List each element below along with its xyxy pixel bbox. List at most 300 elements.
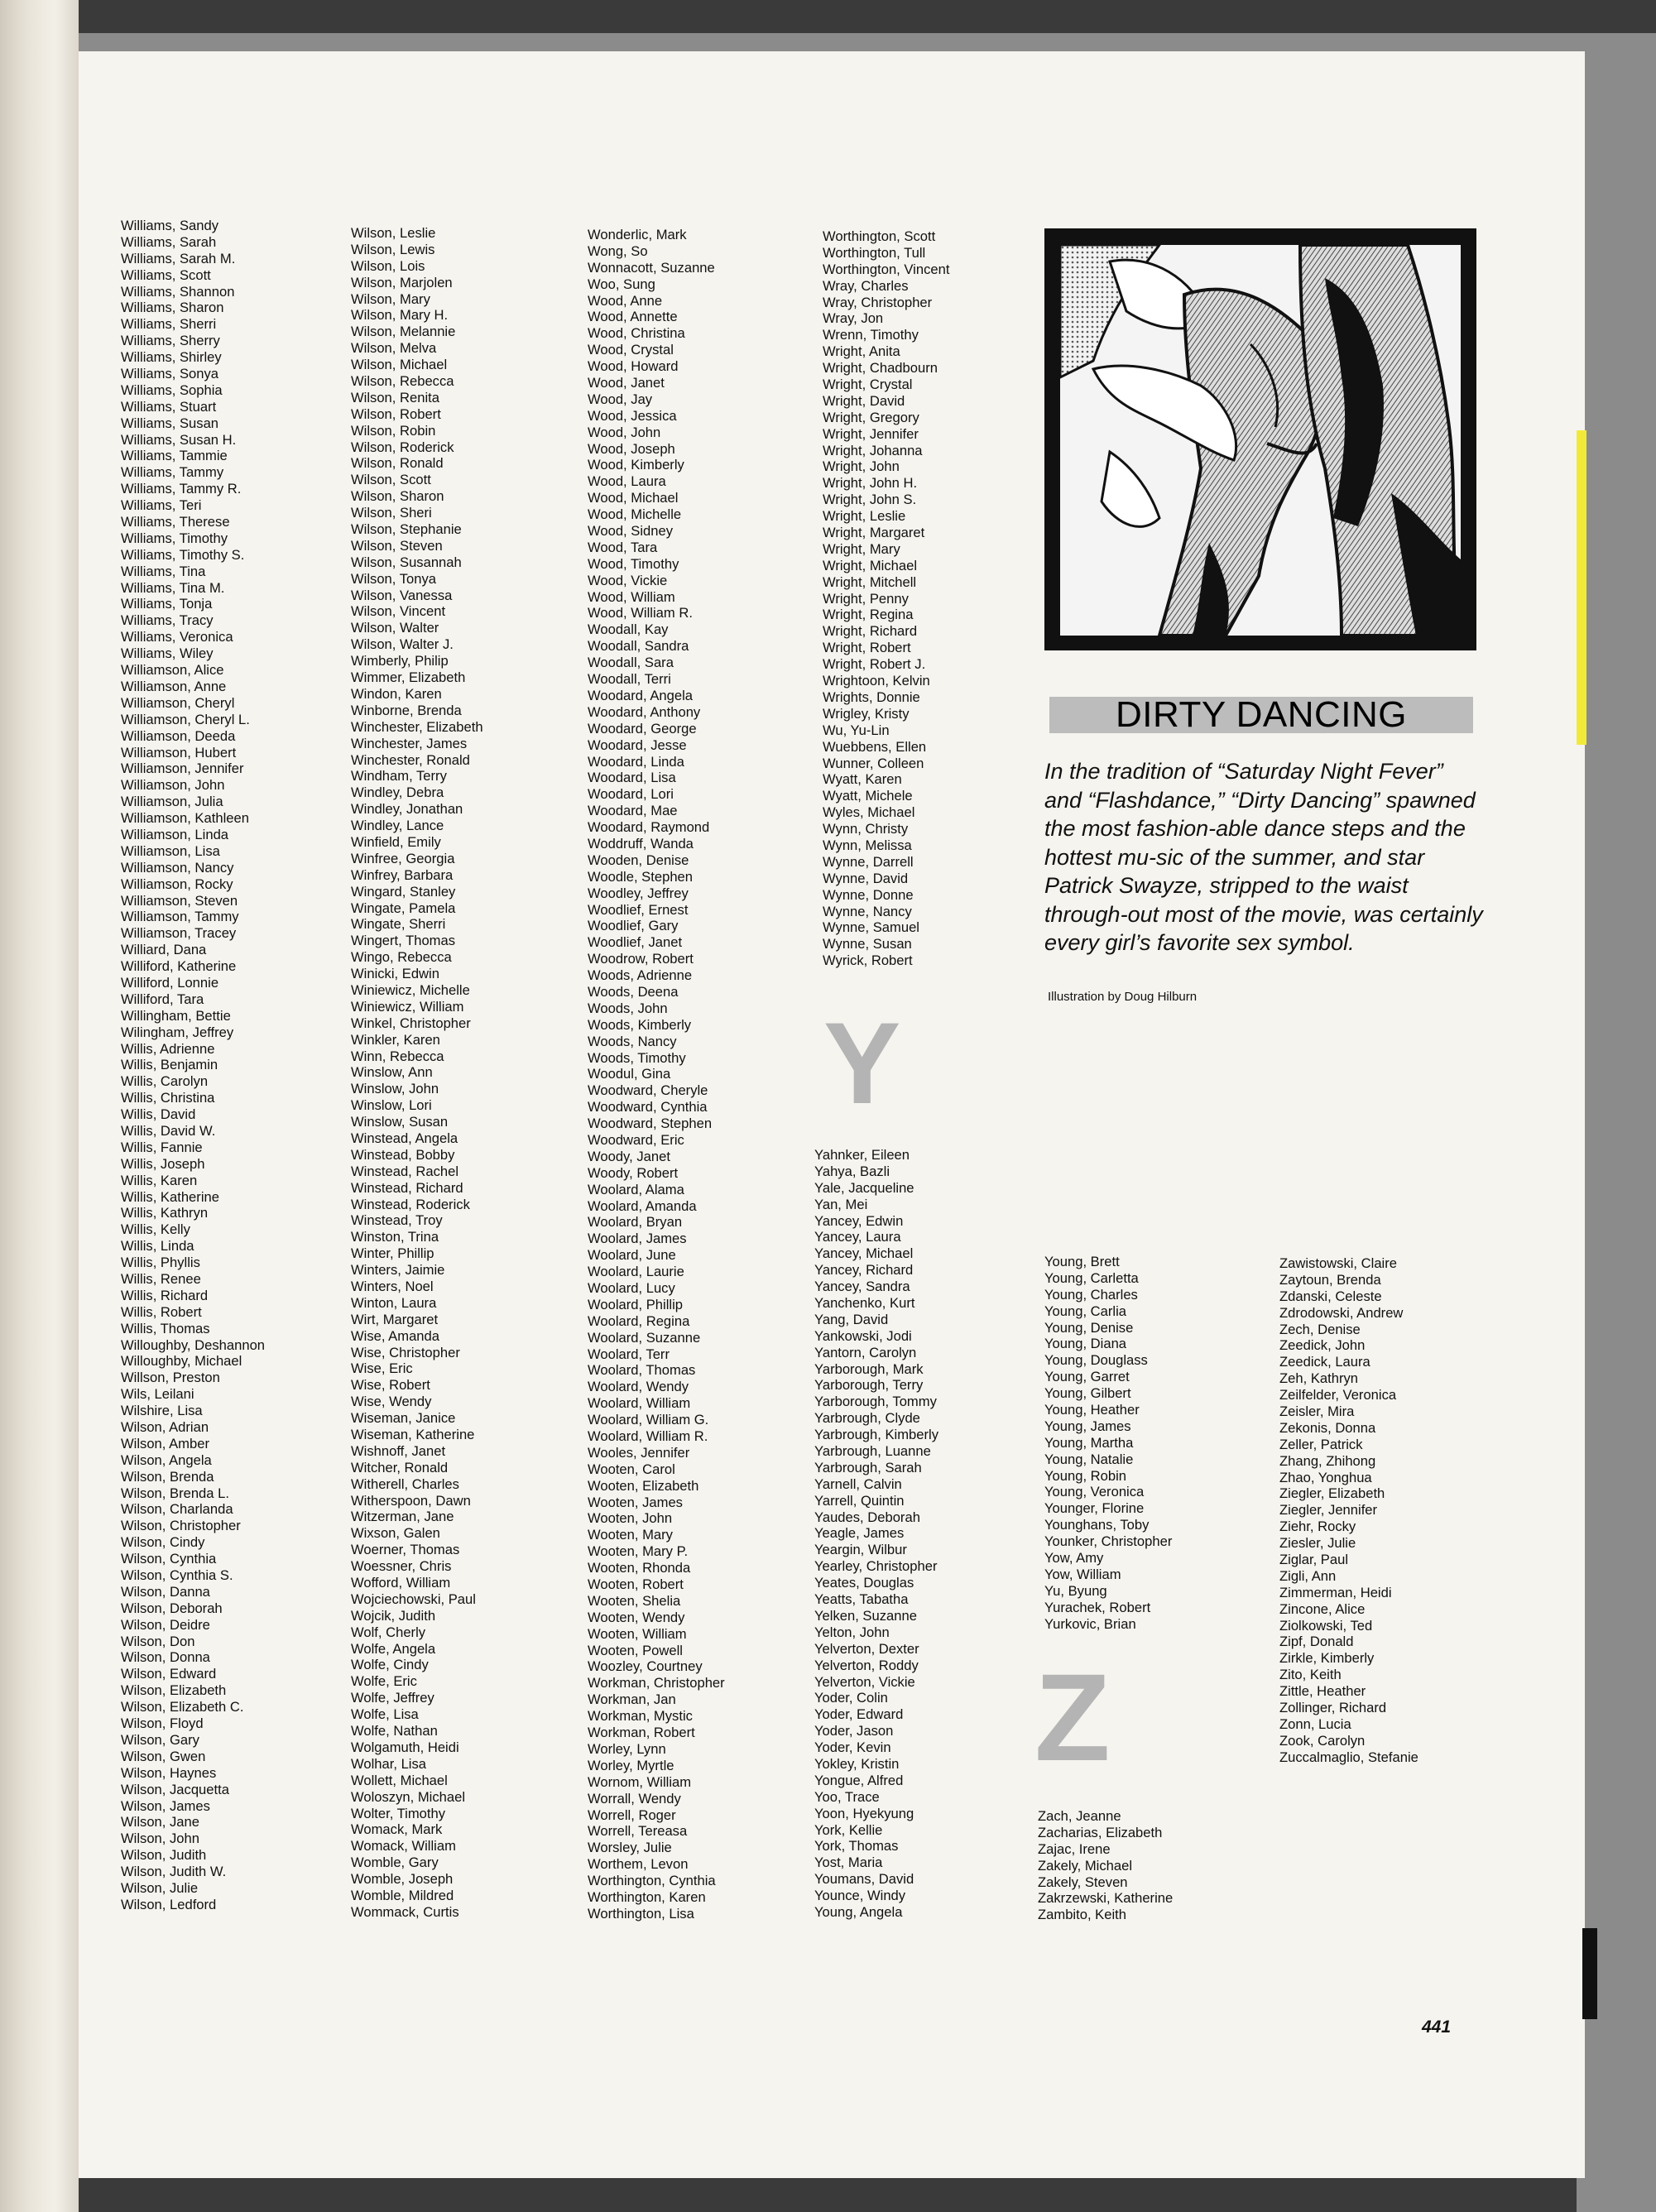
name-entry: Winstead, Richard	[351, 1179, 463, 1196]
name-entry: Wilson, Tonya	[351, 570, 436, 587]
name-entry: Williamson, John	[121, 777, 225, 794]
name-entry: Wright, Margaret	[823, 525, 925, 541]
name-entry: Winstead, Angela	[351, 1130, 458, 1146]
name-column-6	[1279, 1255, 1519, 1766]
name-entry: Young, Charles	[1044, 1286, 1138, 1303]
name-entry: Woolard, William R.	[588, 1428, 708, 1445]
name-entry: Wood, Michelle	[588, 506, 682, 523]
name-entry: Wonderlic, Mark	[588, 227, 687, 242]
name-entry: Wooten, Rhonda	[588, 1560, 691, 1576]
name-entry: Zigli, Ann	[1279, 1567, 1337, 1584]
name-entry: Wood, Janet	[588, 375, 665, 391]
sidebar-caption: In the tradition of “Saturday Night Fever” and “Flashdance,” “Dirty Dancing” spawned the most fashion-able dance steps and the hottest mu-sic of the summer, and star Patrick Swayze, stripped to the waist through-out most of the movie, was certainly every girl’s favorite sex symbol.	[1044, 759, 1483, 955]
name-entry: Zito, Keith	[1279, 1667, 1342, 1683]
section-letter-y: Y	[823, 998, 901, 1128]
name-entry: Wommack, Curtis	[351, 1903, 459, 1920]
name-entry: Willis, Fannie	[121, 1139, 203, 1155]
name-entry: Yancey, Laura	[814, 1229, 901, 1245]
name-entry: Younghans, Toby	[1044, 1517, 1150, 1533]
name-entry: Williamson, Alice	[121, 662, 224, 679]
name-entry: York, Thomas	[814, 1838, 899, 1855]
name-entry: Winslow, Ann	[351, 1064, 433, 1081]
name-entry: Wooten, John	[588, 1510, 673, 1527]
name-entry: Young, Garret	[1044, 1369, 1130, 1385]
name-entry: Wilson, Melva	[351, 340, 437, 357]
name-entry: Wilson, Walter J.	[351, 636, 454, 653]
name-entry: Wong, So	[588, 242, 648, 259]
name-entry: Wojcik, Judith	[351, 1607, 436, 1624]
cover-edge-right	[1577, 33, 1656, 2212]
name-entry: Williams, Tammy	[121, 464, 224, 481]
name-entry: Younce, Windy	[814, 1888, 906, 1904]
name-entry: Winn, Rebecca	[351, 1048, 444, 1064]
name-entry: Woodard, George	[588, 720, 697, 737]
name-entry: Woody, Janet	[588, 1148, 670, 1164]
name-entry: Wrights, Donnie	[823, 689, 920, 705]
name-entry: Yantorn, Carolyn	[814, 1344, 917, 1360]
left-page-edge	[0, 0, 79, 2212]
name-entry: Williams, Tina M.	[121, 579, 225, 596]
name-entry: Zincone, Alice	[1279, 1600, 1366, 1617]
name-entry: Williamson, Jennifer	[121, 761, 244, 777]
name-entry: Wyatt, Michele	[823, 788, 913, 804]
name-entry: Woodall, Sara	[588, 655, 674, 671]
name-entry: Zhang, Zhihong	[1279, 1452, 1376, 1469]
name-entry: Yongue, Alfred	[814, 1772, 904, 1788]
name-entry: Woolard, Regina	[588, 1312, 690, 1329]
name-entry: Yurachek, Robert	[1044, 1599, 1151, 1615]
name-entry: Young, Brett	[1044, 1254, 1120, 1269]
name-entry: Wilson, Leslie	[351, 225, 436, 241]
name-entry: Wilson, Haynes	[121, 1764, 217, 1781]
name-entry: Wright, Mary	[823, 540, 900, 557]
name-entry: Winstead, Bobby	[351, 1146, 455, 1163]
name-entry: Young, Carletta	[1044, 1269, 1139, 1286]
name-entry: Woodlief, Ernest	[588, 901, 689, 918]
name-entry: Wilson, Jane	[121, 1814, 199, 1831]
name-entry: Wright, Regina	[823, 607, 914, 623]
name-entry: Woodard, Lisa	[588, 770, 676, 786]
name-entry: Williamson, Linda	[121, 826, 229, 842]
name-entry: Wilson, Edward	[121, 1666, 217, 1682]
name-entry: Williams, Sonya	[121, 366, 219, 382]
name-entry: Wilson, Cynthia S.	[121, 1567, 233, 1584]
name-entry: Williams, Sophia	[121, 381, 223, 398]
name-entry: Yoo, Trace	[814, 1788, 880, 1805]
name-entry: Willis, Joseph	[121, 1155, 205, 1172]
name-entry: Wrigley, Kristy	[823, 705, 910, 722]
name-entry: Wolfe, Lisa	[351, 1706, 419, 1723]
name-entry: Willis, Phyllis	[121, 1255, 200, 1271]
name-entry: Zacharias, Elizabeth	[1038, 1824, 1163, 1840]
name-entry: Williams, Sandy	[121, 218, 219, 233]
name-entry: Wynne, Darrell	[823, 853, 914, 870]
name-entry: Wood, Timothy	[588, 555, 679, 572]
name-entry: Wolfe, Nathan	[351, 1723, 438, 1739]
name-entry: Williamson, Hubert	[121, 744, 237, 761]
name-entry: Wojciechowski, Paul	[351, 1591, 476, 1607]
name-entry: Woods, John	[588, 1000, 668, 1016]
name-entry: Zimmerman, Heidi	[1279, 1584, 1392, 1600]
name-entry: Wilson, Marjolen	[351, 274, 453, 290]
name-entry: Yarnell, Calvin	[814, 1475, 902, 1492]
name-entry: Yancey, Edwin	[814, 1212, 904, 1229]
name-entry: Yelverton, Roddy	[814, 1657, 919, 1673]
name-entry: Willis, Richard	[121, 1287, 209, 1303]
name-entry: Younger, Florine	[1044, 1500, 1145, 1517]
name-entry: Windon, Karen	[351, 685, 442, 702]
name-entry: Wooten, James	[588, 1494, 683, 1510]
name-entry: Winstead, Troy	[351, 1212, 443, 1229]
name-entry: Wilson, Lois	[351, 257, 425, 274]
name-entry: Wilson, Jacquetta	[121, 1781, 229, 1797]
name-entry: Williams, Tammie	[121, 448, 228, 464]
name-entry: Wirt, Margaret	[351, 1311, 439, 1327]
name-entry: Woerner, Thomas	[351, 1542, 460, 1558]
name-entry: Workman, Christopher	[588, 1675, 725, 1691]
name-entry: Zaytoun, Brenda	[1279, 1271, 1381, 1288]
name-entry: Williford, Lonnie	[121, 974, 219, 991]
name-entry: Young, Heather	[1044, 1402, 1140, 1418]
name-entry: Wilson, Elizabeth C.	[121, 1699, 244, 1715]
name-entry: Wright, David	[823, 392, 905, 409]
name-entry: York, Kellie	[814, 1821, 883, 1838]
name-entry: Wilson, Cindy	[121, 1534, 205, 1551]
name-entry: Williams, Tracy	[121, 612, 214, 629]
name-entry: Worthington, Vincent	[823, 261, 950, 277]
name-entry: Willis, Katherine	[121, 1188, 219, 1205]
name-entry: Winslow, John	[351, 1081, 439, 1097]
name-entry: Yow, Amy	[1044, 1550, 1104, 1567]
name-entry: Williams, Stuart	[121, 398, 217, 415]
name-entry: Wilson, Lewis	[351, 241, 435, 257]
name-entry: Young, Diana	[1044, 1336, 1127, 1352]
name-entry: Woolard, Bryan	[588, 1214, 683, 1231]
name-entry: Wilson, Sharon	[351, 488, 444, 505]
name-entry: Yankowski, Jodi	[814, 1327, 912, 1344]
name-entry: Wornom, William	[588, 1773, 692, 1790]
name-entry: Williamson, Kathleen	[121, 810, 249, 827]
name-entry: Wu, Yu-Lin	[823, 722, 890, 738]
name-entry: Wunner, Colleen	[823, 755, 924, 771]
name-entry: Worrall, Wendy	[588, 1790, 681, 1807]
name-entry: Younker, Christopher	[1044, 1533, 1173, 1550]
name-entry: Wood, William R.	[588, 605, 693, 621]
name-entry: Wolfe, Jeffrey	[351, 1690, 434, 1706]
name-entry: Yang, David	[814, 1311, 889, 1327]
name-entry: Wilson, Julie	[121, 1879, 199, 1896]
name-entry: Winkler, Karen	[351, 1031, 440, 1048]
name-entry: Wingert, Thomas	[351, 933, 456, 949]
name-entry: Zambito, Keith	[1038, 1907, 1126, 1923]
name-entry: Womble, Mildred	[351, 1887, 454, 1903]
name-entry: Yaudes, Deborah	[814, 1509, 920, 1525]
name-entry: Yan, Mei	[814, 1196, 868, 1212]
name-entry: Wilson, Renita	[351, 389, 439, 405]
name-entry: Worthington, Lisa	[588, 1905, 694, 1922]
name-entry: Woolard, Lucy	[588, 1280, 675, 1296]
name-entry: Young, Natalie	[1044, 1451, 1134, 1467]
name-entry: Wilson, Adrian	[121, 1419, 209, 1436]
name-entry: Yanchenko, Kurt	[814, 1295, 915, 1312]
name-entry: Wilson, Michael	[351, 357, 448, 373]
name-entry: Woolard, Phillip	[588, 1296, 683, 1312]
name-entry: Wise, Amanda	[351, 1327, 439, 1344]
name-entry: Wise, Robert	[351, 1377, 430, 1394]
name-entry: Woodward, Stephen	[588, 1116, 713, 1132]
name-entry: Williams, Shirley	[121, 349, 222, 366]
name-entry: Wolfe, Cindy	[351, 1657, 429, 1673]
name-entry: Winton, Laura	[351, 1294, 437, 1311]
name-entry: Winters, Noel	[351, 1279, 434, 1294]
name-entry: Wynne, David	[823, 870, 909, 886]
name-entry: Williams, Tammy R.	[121, 481, 242, 497]
name-entry: Yeargin, Wilbur	[814, 1542, 907, 1558]
name-column-5	[1044, 1254, 1284, 1632]
name-entry: Womack, Mark	[351, 1821, 443, 1838]
name-entry: Woolard, William G.	[588, 1412, 709, 1428]
name-entry: Zekonis, Donna	[1279, 1419, 1376, 1436]
name-entry: Wuebbens, Ellen	[823, 738, 927, 755]
name-entry: Winiewicz, Michelle	[351, 981, 470, 998]
name-entry: Woodward, Cheryle	[588, 1082, 708, 1099]
name-entry: Williams, Teri	[121, 497, 202, 514]
name-entry: Willis, Linda	[121, 1238, 194, 1255]
name-entry: Williams, Sherri	[121, 316, 217, 333]
name-entry: Wilson, Brenda L.	[121, 1485, 229, 1501]
name-entry: Wilson, Vincent	[351, 603, 446, 620]
name-entry: Woodard, Anthony	[588, 703, 701, 720]
name-entry: Woodard, Raymond	[588, 819, 710, 836]
name-entry: Wynn, Christy	[823, 821, 909, 837]
name-entry: Wooles, Jennifer	[588, 1444, 690, 1461]
name-entry: Zajac, Irene	[1038, 1840, 1111, 1857]
name-entry: Wilingham, Jeffrey	[121, 1024, 234, 1040]
name-entry: Williford, Katherine	[121, 958, 237, 975]
name-entry: Wooten, Carol	[588, 1461, 675, 1477]
name-entry: Woodul, Gina	[588, 1066, 671, 1082]
dancers-illustration	[1060, 245, 1461, 636]
name-entry: Worthington, Scott	[823, 228, 936, 244]
name-entry: Winter, Phillip	[351, 1245, 434, 1262]
name-entry: Wooten, William	[588, 1625, 687, 1642]
name-entry: Wingo, Rebecca	[351, 949, 452, 966]
name-entry: Young, Denise	[1044, 1319, 1134, 1336]
name-entry: Wolfe, Angela	[351, 1640, 436, 1657]
name-entry: Yoon, Hyekyung	[814, 1805, 914, 1821]
name-entry: Wils, Leilani	[121, 1386, 194, 1403]
name-entry: Wooten, Powell	[588, 1642, 683, 1658]
name-entry: Worthington, Cynthia	[588, 1873, 716, 1889]
name-entry: Wynne, Nancy	[823, 903, 912, 919]
name-entry: Willis, Thomas	[121, 1320, 210, 1336]
name-entry: Willoughby, Michael	[121, 1353, 242, 1370]
name-entry: Zeisler, Mira	[1279, 1403, 1355, 1420]
name-entry: Williamson, Lisa	[121, 842, 220, 859]
name-entry: Wright, Gregory	[823, 409, 919, 425]
name-entry: Yelverton, Vickie	[814, 1673, 915, 1690]
name-entry: Wilson, Melannie	[351, 324, 456, 340]
name-entry: Wilson, Donna	[121, 1649, 210, 1666]
name-entry: Ziesler, Julie	[1279, 1535, 1356, 1552]
name-entry: Young, Robin	[1044, 1467, 1127, 1484]
name-entry: Yarborough, Terry	[814, 1377, 924, 1394]
name-entry: Zakely, Michael	[1038, 1857, 1133, 1874]
name-entry: Wood, William	[588, 588, 675, 605]
name-entry: Wyrick, Robert	[823, 952, 913, 969]
name-entry: Yeatts, Tabatha	[814, 1591, 909, 1608]
name-entry: Woodall, Kay	[588, 621, 669, 638]
name-entry: Worley, Myrtle	[588, 1757, 674, 1773]
name-entry: Workman, Mystic	[588, 1708, 693, 1725]
name-entry: Yancey, Michael	[814, 1245, 914, 1262]
name-entry: Winfrey, Barbara	[351, 866, 454, 883]
name-column-3	[588, 227, 828, 1922]
name-entry: Willis, Renee	[121, 1271, 201, 1287]
name-entry: Woodle, Stephen	[588, 868, 694, 885]
name-entry: Youmans, David	[814, 1871, 914, 1888]
name-entry: Wilson, Robin	[351, 422, 436, 439]
name-entry: Wilson, Ronald	[351, 455, 444, 472]
name-entry: Williams, Sherry	[121, 333, 220, 349]
name-entry: Witzerman, Jane	[351, 1509, 454, 1525]
name-entry: Yale, Jacqueline	[814, 1179, 914, 1196]
name-entry: Wilshire, Lisa	[121, 1403, 203, 1419]
name-entry: Wilson, Judith	[121, 1847, 207, 1864]
name-entry: Williamson, Tracey	[121, 925, 237, 942]
name-entry: Wilson, Angela	[121, 1451, 212, 1468]
name-entry: Williams, Tina	[121, 563, 206, 579]
name-entry: Willis, Benjamin	[121, 1057, 218, 1073]
sidebar-title: DIRTY DANCING	[1115, 694, 1408, 735]
name-entry: Woolard, Suzanne	[588, 1329, 701, 1346]
name-entry: Winchester, Ronald	[351, 751, 470, 768]
name-entry: Woolard, Alama	[588, 1181, 684, 1197]
name-entry: Yelken, Suzanne	[814, 1607, 917, 1624]
name-entry: Wood, Joseph	[588, 440, 675, 457]
name-entry: Wimberly, Philip	[351, 653, 449, 669]
name-entry: Zdanski, Celeste	[1279, 1288, 1382, 1304]
name-entry: Wynne, Susan	[823, 936, 912, 952]
name-entry: Woodall, Terri	[588, 671, 671, 688]
name-entry: Wingate, Pamela	[351, 900, 456, 916]
name-entry: Wooten, Shelia	[588, 1592, 681, 1609]
name-entry: Zirkle, Kimberly	[1279, 1650, 1375, 1667]
name-entry: Yu, Byung	[1044, 1582, 1107, 1599]
name-entry: Ziegler, Elizabeth	[1279, 1485, 1385, 1502]
name-entry: Winstead, Rachel	[351, 1163, 459, 1179]
name-entry: Williamson, Tammy	[121, 909, 239, 925]
name-entry: Woo, Sung	[588, 276, 655, 292]
name-entry: Wise, Eric	[351, 1360, 413, 1377]
illustration-credit: Illustration by Doug Hilburn	[1048, 990, 1198, 1004]
name-entry: Williams, Tonja	[121, 596, 213, 612]
name-entry: Zuccalmaglio, Stefanie	[1279, 1749, 1418, 1765]
name-entry: Wise, Wendy	[351, 1394, 432, 1410]
name-entry: Worthington, Karen	[588, 1888, 706, 1905]
name-entry: Witherell, Charles	[351, 1475, 459, 1492]
name-entry: Wilson, Charlanda	[121, 1501, 233, 1518]
name-entry: Wood, Laura	[588, 473, 666, 490]
name-entry: Winters, Jaimie	[351, 1262, 445, 1279]
name-entry: Windham, Terry	[351, 768, 447, 785]
name-entry: Woods, Adrienne	[588, 967, 693, 984]
name-entry: Wolfe, Eric	[351, 1673, 417, 1690]
name-entry: Williams, Therese	[121, 514, 230, 530]
name-entry: Yarborough, Tommy	[814, 1394, 937, 1410]
name-entry: Wood, Howard	[588, 358, 679, 375]
name-entry: Ziglar, Paul	[1279, 1552, 1349, 1568]
name-entry: Woodward, Eric	[588, 1131, 684, 1148]
name-entry: Winchester, Elizabeth	[351, 718, 483, 735]
name-entry: Williams, Sarah	[121, 233, 217, 250]
name-entry: Winslow, Susan	[351, 1114, 449, 1130]
name-entry: Wood, John	[588, 424, 661, 440]
name-entry: Wilson, Gary	[121, 1731, 199, 1748]
name-entry: Wilson, Robert	[351, 405, 441, 422]
name-entry: Ziolkowski, Ted	[1279, 1617, 1373, 1634]
name-entry: Willis, David	[121, 1106, 196, 1123]
name-entry: Woodward, Cynthia	[588, 1099, 708, 1116]
name-entry: Williams, Shannon	[121, 283, 235, 300]
name-entry: Wolgamuth, Heidi	[351, 1739, 459, 1755]
name-entry: Yoder, Jason	[814, 1723, 894, 1739]
name-entry: Williams, Sharon	[121, 300, 224, 316]
name-entry: Yancey, Sandra	[814, 1279, 910, 1295]
name-entry: Wilson, Brenda	[121, 1468, 214, 1485]
name-entry: Wilson, Stephanie	[351, 521, 462, 538]
name-entry: Zeller, Patrick	[1279, 1436, 1363, 1452]
name-entry: Yarbrough, Kimberly	[814, 1427, 939, 1443]
name-entry: Wood, Christina	[588, 325, 685, 342]
name-entry: Woodley, Jeffrey	[588, 885, 689, 901]
name-entry: Zhao, Yonghua	[1279, 1469, 1372, 1485]
name-entry: Zeedick, Laura	[1279, 1354, 1370, 1370]
name-entry: Wilson, John	[121, 1831, 199, 1847]
name-entry: Willis, Christina	[121, 1090, 215, 1106]
name-entry: Wood, Sidney	[588, 523, 674, 540]
name-entry: Wright, Richard	[823, 623, 918, 640]
name-entry: Wilson, Scott	[351, 472, 431, 488]
name-entry: Yoder, Edward	[814, 1706, 904, 1723]
name-entry: Wilson, Cynthia	[121, 1551, 217, 1567]
name-entry: Young, James	[1044, 1418, 1131, 1434]
name-entry: Wright, John H.	[823, 475, 918, 492]
name-entry: Wright, Michael	[823, 557, 918, 573]
name-entry: Zech, Denise	[1279, 1321, 1361, 1337]
name-entry: Woozley, Courtney	[588, 1658, 703, 1675]
name-entry: Workman, Jan	[588, 1691, 676, 1708]
name-entry: Zeedick, John	[1279, 1337, 1366, 1354]
name-entry: Wooten, Wendy	[588, 1609, 685, 1625]
name-entry: Yeates, Douglas	[814, 1575, 914, 1591]
name-entry: Winston, Trina	[351, 1229, 439, 1245]
name-entry: Wilson, Floyd	[121, 1715, 204, 1732]
name-entry: Wilson, Mary H.	[351, 307, 449, 324]
name-entry: Yelverton, Dexter	[814, 1640, 919, 1657]
name-entry: Willingham, Bettie	[121, 1007, 231, 1024]
name-entry: Wofford, William	[351, 1575, 451, 1591]
name-entry: Yancey, Richard	[814, 1262, 914, 1279]
name-entry: Yarbrough, Sarah	[814, 1459, 922, 1475]
name-entry: Willis, Carolyn	[121, 1073, 209, 1090]
name-entry: Winfield, Emily	[351, 833, 441, 850]
name-entry: Woods, Timothy	[588, 1049, 686, 1066]
name-entry: Winfree, Georgia	[351, 850, 455, 866]
name-entry: Wilson, Deborah	[121, 1600, 223, 1616]
name-entry: Yahya, Bazli	[814, 1163, 890, 1179]
name-entry: Wood, Annette	[588, 309, 678, 325]
